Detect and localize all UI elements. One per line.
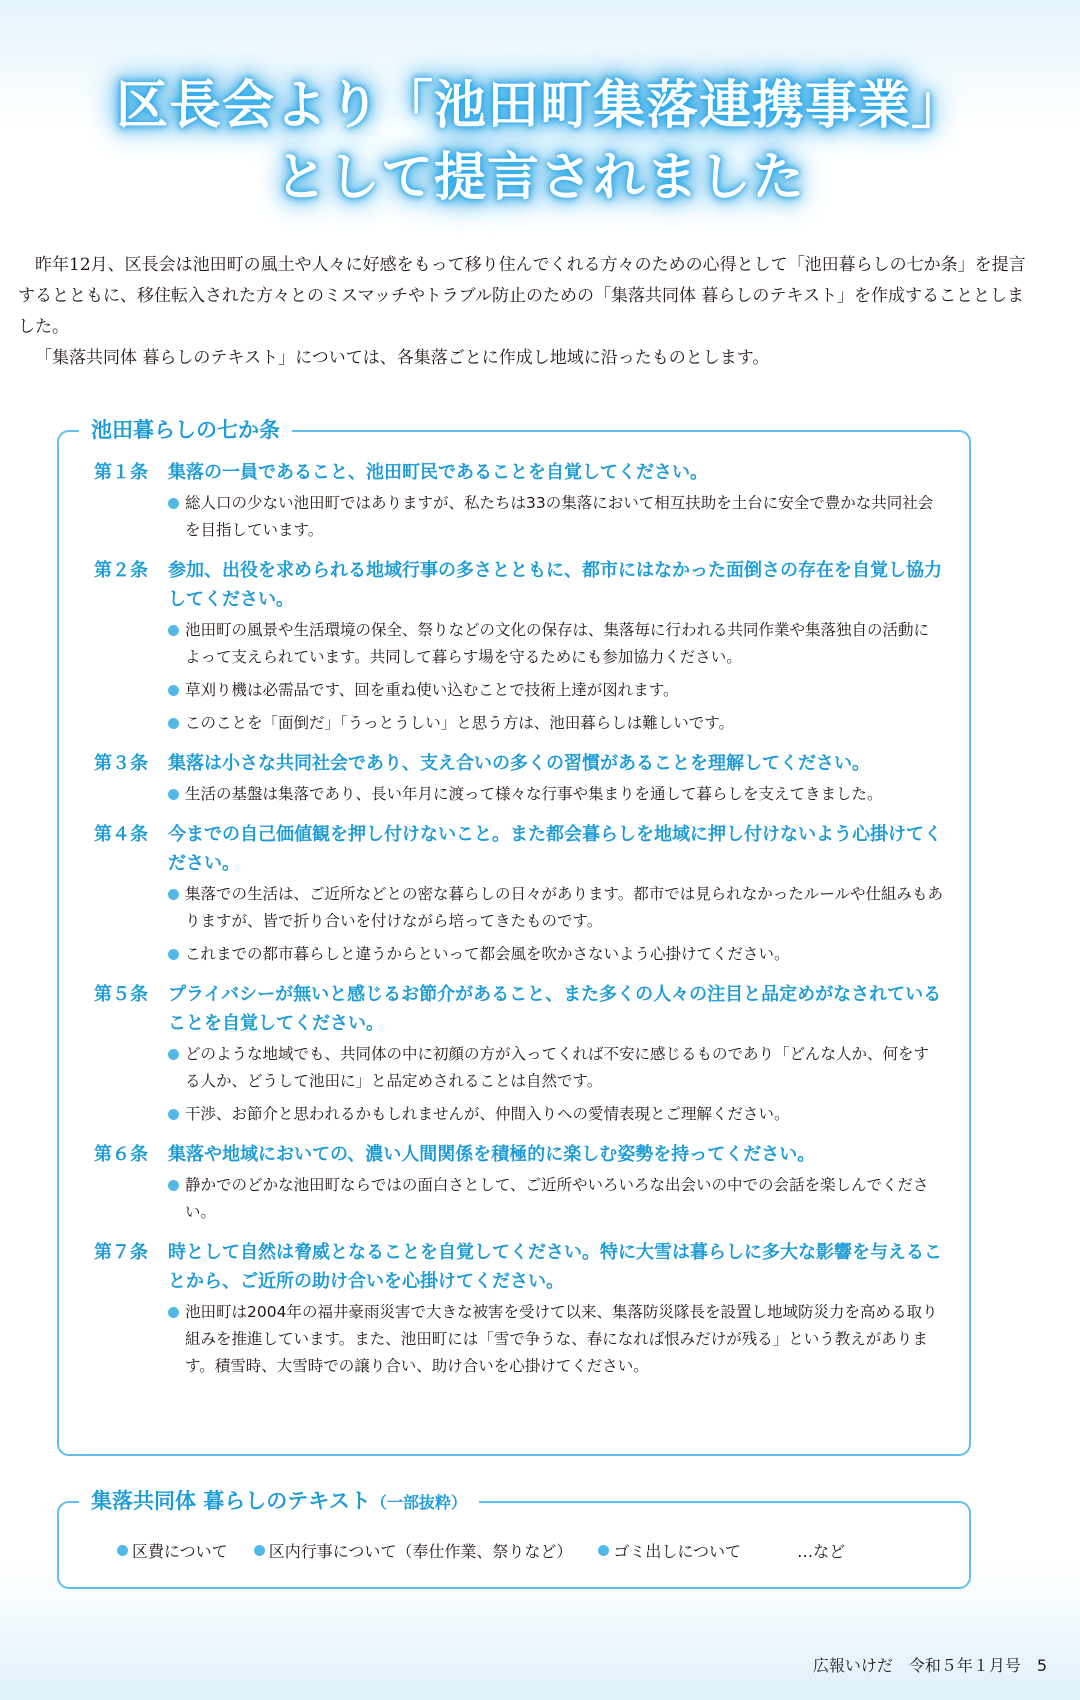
bullet-dot-icon (168, 1109, 179, 1120)
page-footer: 広報いけだ 令和５年１月号 5 (812, 1656, 1047, 1675)
article-number: 第２条 (94, 560, 148, 581)
seven-articles-title: 池田暮らしの七か条 (79, 415, 292, 445)
bullet-text: 総人口の少ない池田町ではありますが、私たちは33の集落において相互扶助を土台に安全で豊かな共同社会を目指しています。 (185, 494, 934, 539)
intro-paragraph: 「集落共同体 暮らしのテキスト」については、各集落ごとに作成し地域に沿ったものとします。 (35, 348, 770, 368)
list-item (168, 941, 944, 968)
article-2 (94, 556, 944, 737)
bullet-text: 池田町は2004年の福井豪雨災害で大きな被害を受けて以来、集落防災隊長を設置し地域防災力を高める取り組みを推進しています。また、池田町には「雪で争うな、春になれば恨みだけが残る」という教えがあります。積雪時、大雪時での譲り合い、助け合いを心掛けてください。 (185, 1303, 938, 1375)
article-heading (94, 556, 944, 614)
bullet-text: 干渉、お節介と思われるかもしれませんが、仲間入りへの愛情表現とご理解ください。 (185, 1105, 790, 1123)
bullet-dot-icon (168, 789, 179, 800)
article-title: 参加、出役を求められる地域行事の多さとともに、都市にはなかった面倒さの存在を自覚し協力してください。 (168, 560, 942, 610)
article-title: 集落は小さな共同社会であり、支え合いの多くの習慣があることを理解してください。 (168, 753, 870, 774)
article-3 (94, 749, 944, 808)
article-number: 第５条 (94, 984, 148, 1005)
bullet-dot-icon (117, 1545, 128, 1556)
article-heading (94, 749, 944, 778)
intro-text (18, 250, 1028, 374)
bullet-dot-icon (168, 1180, 179, 1191)
article-heading (94, 1238, 944, 1296)
article-title: 集落の一員であること、池田町民であることを自覚してください。 (168, 462, 708, 483)
bullet-dot-icon (168, 498, 179, 509)
article-4 (94, 820, 944, 968)
article-number: 第４条 (94, 824, 148, 845)
bullet-text: これまでの都市暮らしと違うからといって都会風を吹かさないよう心掛けてください。 (185, 945, 790, 963)
list-item: 区内行事について（奉仕作業、祭りなど） (254, 1539, 573, 1562)
article-title: 今までの自己価値観を押し付けないこと。また都会暮らしを地域に押し付けないよう心掛けてください。 (168, 824, 942, 874)
intro-paragraph: 昨年12月、区長会は池田町の風土や人々に好感をもって移り住んでくれる方々のための心得として「池田暮らしの七か条」を提言するとともに、移住転入された方々とのミスマッチやトラブル防止のための「集落共同体 暮らしのテキスト」を作成することとしました。 (18, 255, 1026, 337)
bullet-text: どのような地域でも、共同体の中に初顔の方が入ってくれば不安に感じるものであり「どんな人か、何をする人か、どうして池田に」と品定めされることは自然です。 (185, 1045, 930, 1090)
list-item (168, 677, 944, 704)
articles-list (94, 458, 944, 1392)
title-line-1: 区長会より「池田町集落連携事業」 (115, 75, 964, 136)
article-heading (94, 1140, 944, 1169)
list-item: 区費について (117, 1539, 228, 1562)
community-text-box (57, 1489, 971, 1589)
community-text-items (117, 1539, 845, 1562)
article-heading (94, 980, 944, 1038)
community-text-title (79, 1486, 479, 1518)
list-item (168, 617, 944, 671)
article-title: プライバシーが無いと感じるお節介があること、また多くの人々の注目と品定めがなされていることを自覚してください。 (168, 984, 942, 1034)
bullet-dot-icon (168, 625, 179, 636)
bullet-dot-icon (168, 1049, 179, 1060)
bullet-dot-icon (168, 718, 179, 729)
bullet-text: このことを「面倒だ」「うっとうしい」と思う方は、池田暮らしは難しいです。 (185, 714, 735, 732)
bullet-dot-icon (168, 889, 179, 900)
article-number: 第６条 (94, 1144, 148, 1165)
bullet-dot-icon (168, 685, 179, 696)
list-item (168, 781, 944, 808)
bullet-text: 草刈り機は必需品です、回を重ね使い込むことで技術上達が図れます。 (185, 681, 679, 699)
list-tail: …など (797, 1542, 846, 1561)
bullet-dot-icon (598, 1545, 609, 1556)
list-item (168, 1041, 944, 1095)
list-item (168, 881, 944, 935)
title-line-2: として提言されました (274, 147, 805, 208)
list-item: ゴミ出しについて (598, 1539, 741, 1562)
article-title: 時として自然は脅威となることを自覚してください。特に大雪は暮らしに多大な影響を与えることから、ご近所の助け合いを心掛けてください。 (168, 1242, 942, 1292)
article-5 (94, 980, 944, 1128)
list-item (168, 1172, 944, 1226)
article-7 (94, 1238, 944, 1380)
bullet-text: 池田町の風景や生活環境の保全、祭りなどの文化の保存は、集落毎に行われる共同作業や集落独自の活動によって支えられています。共同して暮らす場を守るためにも参加協力ください。 (185, 621, 930, 666)
article-number: 第１条 (94, 462, 148, 483)
article-1 (94, 458, 944, 544)
bullet-dot-icon (254, 1545, 265, 1556)
bullet-text: 集落での生活は、ご近所などとの密な暮らしの日々があります。都市では見られなかったルールや仕組みもありますが、皆で折り合いを付けながら培ってきたものです。 (185, 885, 943, 930)
community-text-title-main: 集落共同体 暮らしのテキスト (91, 1489, 371, 1513)
article-heading (94, 458, 944, 487)
article-number: 第３条 (94, 753, 148, 774)
list-item (168, 1299, 944, 1380)
article-6 (94, 1140, 944, 1226)
bullet-text: 生活の基盤は集落であり、長い年月に渡って様々な行事や集まりを通して暮らしを支えてきました。 (185, 785, 883, 803)
page-title (0, 72, 1080, 212)
seven-articles-box (57, 418, 971, 1456)
bullet-text: 静かでのどかな池田町ならではの面白さとして、ご近所やいろいろな出会いの中での会話を楽しんでください。 (185, 1176, 929, 1221)
list-item (168, 710, 944, 737)
article-heading (94, 820, 944, 878)
article-number: 第７条 (94, 1242, 148, 1263)
bullet-dot-icon (168, 949, 179, 960)
list-item (168, 1101, 944, 1128)
bullet-dot-icon (168, 1307, 179, 1318)
article-title: 集落や地域においての、濃い人間関係を積極的に楽しむ姿勢を持ってください。 (168, 1144, 816, 1165)
community-text-title-sub: （一部抜粋） (370, 1493, 467, 1512)
list-item (168, 490, 944, 544)
